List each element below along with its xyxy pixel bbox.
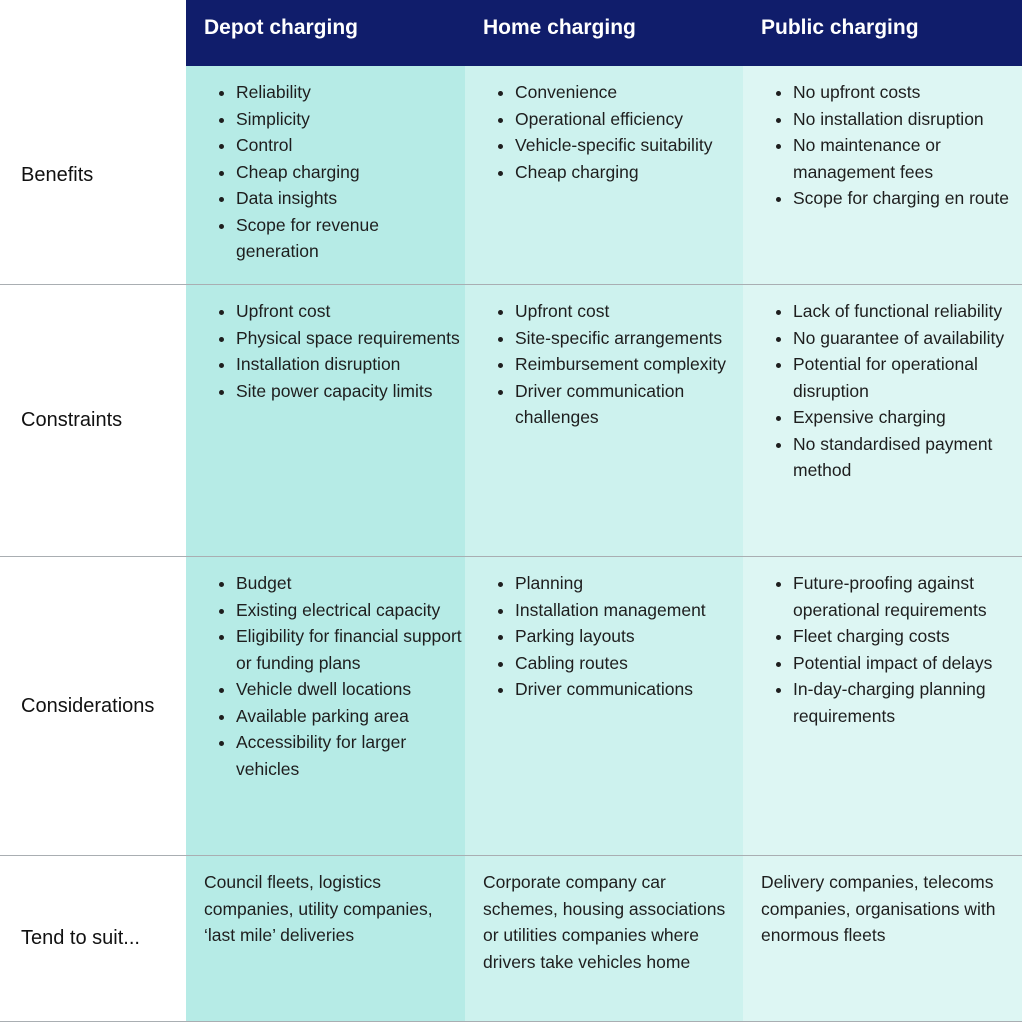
list-item: • Cabling routes [515,650,743,677]
list-item: • Vehicle dwell locations [236,676,465,703]
list-item: • No maintenance or management fees [793,132,1022,185]
constraints-home-list [465,285,743,431]
considerations-depot-list [186,557,465,782]
benefits-public-cell [743,66,1022,285]
list-item: • Operational efficiency [515,106,743,133]
list-item: • In-day-charging planning requirements [793,676,1022,729]
list-item: • No installation disruption [793,106,1022,133]
considerations-home-cell [465,557,743,856]
list-item: • Eligibility for financial support or funding plans [236,623,465,676]
suit-depot-cell: Council fleets, logistics companies, utility companies, ‘last mile’ deliveries [186,856,465,1022]
list-item: • Scope for charging en route [793,185,1022,212]
list-item: • Parking layouts [515,623,743,650]
column-header-depot: Depot charging [186,0,465,66]
list-item: • Convenience [515,79,743,106]
considerations-home-list [465,557,743,703]
considerations-public-list [743,557,1022,729]
benefits-home-list [465,66,743,185]
column-header-home: Home charging [465,0,743,66]
list-item: • Available parking area [236,703,465,730]
list-item: • Reimbursement complexity [515,351,743,378]
row-label-benefits: Benefits [0,66,186,285]
constraints-depot-list [186,285,465,404]
list-item: • Upfront cost [236,298,465,325]
list-item: • Planning [515,570,743,597]
constraints-home-cell [465,285,743,557]
list-item: • Future-proofing against operational requirements [793,570,1022,623]
row-label-constraints: Constraints [0,285,186,557]
list-item: • Control [236,132,465,159]
list-item: • Cheap charging [515,159,743,186]
list-item: • No guarantee of availability [793,325,1022,352]
constraints-public-cell [743,285,1022,557]
suit-public-cell: Delivery companies, telecoms companies, organisations with enormous fleets [743,856,1022,1022]
list-item: • Site power capacity limits [236,378,465,405]
list-item: • Physical space requirements [236,325,465,352]
list-item: • Scope for revenue generation [236,212,465,265]
constraints-depot-cell [186,285,465,557]
benefits-depot-cell [186,66,465,285]
list-item: • Potential impact of delays [793,650,1022,677]
list-item: • No standardised payment method [793,431,1022,484]
row-label-considerations: Considerations [0,557,186,856]
considerations-public-cell [743,557,1022,856]
column-header-public: Public charging [743,0,1022,66]
list-item: • Potential for operational disruption [793,351,1022,404]
list-item: • Accessibility for larger vehicles [236,729,465,782]
list-item: • Budget [236,570,465,597]
suit-home-cell: Corporate company car schemes, housing associations or utilities companies where drivers take vehicles home [465,856,743,1022]
considerations-depot-cell [186,557,465,856]
list-item: • Site-specific arrangements [515,325,743,352]
list-item: • Lack of functional reliability [793,298,1022,325]
list-item: • Driver communications [515,676,743,703]
list-item: • Simplicity [236,106,465,133]
table-corner [0,0,186,66]
benefits-home-cell [465,66,743,285]
list-item: • Upfront cost [515,298,743,325]
list-item: • Cheap charging [236,159,465,186]
list-item: • No upfront costs [793,79,1022,106]
list-item: • Vehicle-specific suitability [515,132,743,159]
list-item: • Existing electrical capacity [236,597,465,624]
list-item: • Expensive charging [793,404,1022,431]
row-label-tend-to-suit: Tend to suit... [0,856,186,1022]
list-item: • Reliability [236,79,465,106]
list-item: • Installation disruption [236,351,465,378]
list-item: • Driver communication challenges [515,378,743,431]
constraints-public-list [743,285,1022,484]
benefits-public-list [743,66,1022,212]
benefits-depot-list [186,66,465,265]
list-item: • Data insights [236,185,465,212]
list-item: • Installation management [515,597,743,624]
list-item: • Fleet charging costs [793,623,1022,650]
